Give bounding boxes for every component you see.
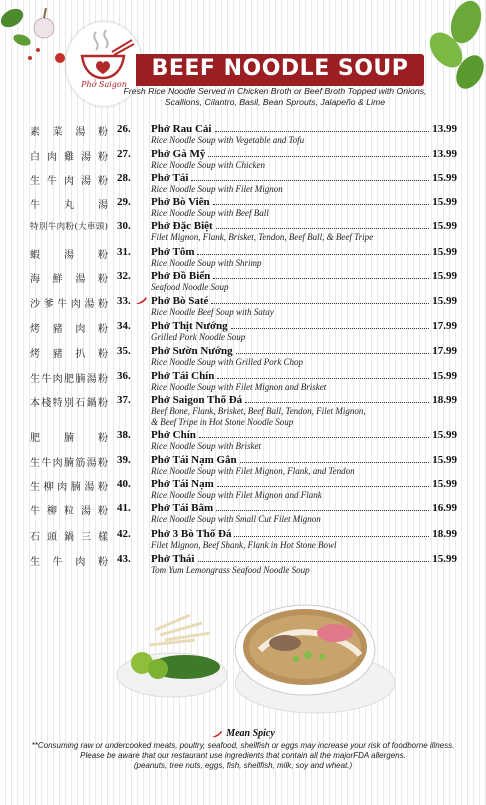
item-chinese-name: 烤豬扒粉 xyxy=(30,349,108,360)
item-name: Phở Gà Mỹ xyxy=(151,148,206,160)
disclaimer-line: **Consuming raw or undercooked meats, poultry, seafood, shellfish or eggs may increase your risk of foodborne illness. xyxy=(31,741,455,750)
item-description xyxy=(151,466,451,477)
item-number: 36. xyxy=(117,370,131,382)
item-chinese-name: 生柳肉腩湯粉 xyxy=(30,482,108,493)
item-price: 15.99 xyxy=(432,246,457,258)
item-description xyxy=(151,490,451,501)
page-subtitle xyxy=(120,86,430,108)
item-description xyxy=(151,282,451,293)
item-name: Phở Đồ Biển xyxy=(151,270,211,282)
item-chinese-name: 沙爹牛肉湯粉 xyxy=(30,299,108,310)
description-line: Rice Noodle Soup with Filet Mignon and Brisket xyxy=(151,382,327,392)
item-price: 15.99 xyxy=(432,172,457,184)
item-chinese-name: 石頭鍋三樣 xyxy=(30,532,108,543)
item-name: Phở Thái xyxy=(151,553,195,565)
subtitle-line: Scallions, Cilantro, Basil, Bean Sprouts, Jalapeño & Lime xyxy=(164,97,386,107)
spicy-legend xyxy=(0,728,486,739)
item-chinese-name: 白肉雞湯粉 xyxy=(30,152,108,163)
item-number: 27. xyxy=(117,148,131,160)
description-line: Tom Yum Lemongrass Seafood Noodle Soup xyxy=(151,565,310,575)
item-number: 34. xyxy=(117,320,131,332)
item-name: Phở Saigon Thố Đá xyxy=(151,394,243,406)
allergen-disclaimer xyxy=(10,741,476,771)
item-chinese-name: 肥腩粉 xyxy=(30,433,108,444)
item-description xyxy=(151,441,451,452)
item-description xyxy=(151,332,451,343)
dot-leader xyxy=(217,378,429,379)
item-chinese-name: 牛柳粒湯粉 xyxy=(30,506,108,517)
item-name: Phở Tái Nạm xyxy=(151,478,214,490)
dot-leader xyxy=(198,561,430,562)
pho-bowl-photo xyxy=(110,595,400,720)
item-description xyxy=(151,208,451,219)
dot-leader xyxy=(197,254,429,255)
item-name: Phở Thịt Nướng xyxy=(151,320,228,332)
item-description xyxy=(151,232,451,243)
dot-leader xyxy=(213,278,429,279)
description-line: Beef Bone, Flank, Brisket, Beef Ball, Tendon, Filet Mignon, xyxy=(151,406,366,416)
item-description xyxy=(151,160,451,171)
item-name: Phở Tái xyxy=(151,172,189,184)
title-banner xyxy=(136,54,424,86)
item-number: 32. xyxy=(117,270,131,282)
item-description xyxy=(151,514,451,525)
item-number: 43. xyxy=(117,553,131,565)
dot-leader xyxy=(215,131,430,132)
item-number: 38. xyxy=(117,429,131,441)
item-description xyxy=(151,135,451,146)
item-name: Phở Bò Saté xyxy=(151,295,209,307)
description-line: Rice Noodle Soup with Shrimp xyxy=(151,258,262,268)
item-price: 15.99 xyxy=(432,196,457,208)
dot-leader xyxy=(245,402,429,403)
logo-text: Phở Saigon xyxy=(81,80,127,89)
item-number: 37. xyxy=(117,394,131,406)
description-line: Filet Mignon, Flank, Brisket, Tendon, Beef Ball, & Beef Tripe xyxy=(151,232,374,242)
description-line: Rice Noodle Soup with Vegetable and Tofu xyxy=(151,135,305,145)
item-description xyxy=(151,258,451,269)
disclaimer-line: (peanuts, tree nuts, eggs, fish, shellfish, milk, soy and wheat.) xyxy=(133,761,353,770)
item-chinese-name: 生牛肉湯粉 xyxy=(30,176,108,187)
dot-leader xyxy=(231,328,430,329)
item-description xyxy=(151,565,451,576)
chili-pepper-icon xyxy=(211,730,223,738)
item-price: 15.99 xyxy=(432,429,457,441)
dot-leader xyxy=(240,462,430,463)
item-description xyxy=(151,406,451,428)
item-price: 13.99 xyxy=(432,148,457,160)
item-price: 17.99 xyxy=(432,345,457,357)
item-price: 18.99 xyxy=(432,394,457,406)
item-description xyxy=(151,357,451,368)
page-title: BEEF NOODLE SOUP xyxy=(151,56,409,81)
item-name: Phở Tái Chín xyxy=(151,370,215,382)
dot-leader xyxy=(217,486,430,487)
item-number: 42. xyxy=(117,528,131,540)
item-price: 15.99 xyxy=(432,454,457,466)
item-price: 13.99 xyxy=(432,123,457,135)
item-chinese-name: 蝦湯粉 xyxy=(30,250,108,261)
item-number: 35. xyxy=(117,345,131,357)
item-price: 18.99 xyxy=(432,528,457,540)
item-chinese-name: 特別牛肉粉(大車頭) xyxy=(30,222,108,232)
item-chinese-name: 海鮮湯粉 xyxy=(30,274,108,285)
description-line: Rice Noodle Soup with Brisket xyxy=(151,441,261,451)
item-number: 39. xyxy=(117,454,131,466)
dot-leader xyxy=(208,156,429,157)
disclaimer-line: Please be aware that our restaurant use ingredients that contain all the majorFDA allergens. xyxy=(80,751,406,760)
dot-leader xyxy=(211,303,429,304)
description-line: Rice Noodle Beef Soup with Satay xyxy=(151,307,274,317)
dot-leader xyxy=(236,353,430,354)
item-price: 15.99 xyxy=(432,553,457,565)
item-name: Phở Bò Viên xyxy=(151,196,210,208)
item-price: 17.99 xyxy=(432,320,457,332)
spicy-legend-label: Mean Spicy xyxy=(226,728,275,739)
item-name: Phở Tái Bằm xyxy=(151,502,214,514)
item-name: Phở 3 Bò Thố Đá xyxy=(151,528,232,540)
description-line: Rice Noodle Soup with Chicken xyxy=(151,160,265,170)
description-line: Rice Noodle Soup with Small Cut Filet Mignon xyxy=(151,514,321,524)
item-chinese-name: 生牛肉肥腩湯粉 xyxy=(30,374,108,385)
description-line: Rice Noodle Soup with Filet Mignon and Flank xyxy=(151,490,322,500)
subtitle-line: Fresh Rice Noodle Served in Chicken Broth or Beef Broth Topped with Onions, xyxy=(123,86,427,96)
dot-leader xyxy=(191,180,429,181)
item-name: Phở Tái Nạm Gân xyxy=(151,454,237,466)
item-chinese-name: 生牛肉粉 xyxy=(30,557,108,568)
item-name: Phở Chín xyxy=(151,429,196,441)
item-description xyxy=(151,307,451,318)
item-price: 15.99 xyxy=(432,270,457,282)
basil-leaves-decoration xyxy=(416,0,486,100)
dot-leader xyxy=(234,536,429,537)
item-description xyxy=(151,184,451,195)
item-chinese-name: 素菜湯粉 xyxy=(30,127,108,138)
dot-leader xyxy=(216,228,430,229)
item-price: 15.99 xyxy=(432,220,457,232)
item-number: 26. xyxy=(117,123,131,135)
item-price: 15.99 xyxy=(432,295,457,307)
dot-leader xyxy=(199,437,429,438)
item-chinese-name: 生牛肉腩筋湯粉 xyxy=(30,458,108,469)
description-line: Filet Mignon, Beef Shank, Flank in Hot Stone Bowl xyxy=(151,540,337,550)
item-number: 41. xyxy=(117,502,131,514)
description-line: Grilled Pork Noodle Soup xyxy=(151,332,246,342)
item-price: 15.99 xyxy=(432,370,457,382)
description-line: Rice Noodle Soup with Filet Mignon, Flank, and Tendon xyxy=(151,466,355,476)
item-name: Phở Đặc Biệt xyxy=(151,220,213,232)
item-number: 40. xyxy=(117,478,131,490)
item-number: 33. xyxy=(117,295,131,307)
item-description xyxy=(151,382,451,393)
item-number: 28. xyxy=(117,172,131,184)
item-chinese-name: 本棧特別石鍋粉 xyxy=(30,398,108,409)
item-name: Phở Sườn Nướng xyxy=(151,345,233,357)
item-chinese-name: 烤豬肉粉 xyxy=(30,324,108,335)
description-line: & Beef Tripe in Hot Stone Noodle Soup xyxy=(151,417,294,427)
description-line: Rice Noodle Soup with Beef Ball xyxy=(151,208,269,218)
description-line: Seafood Noodle Soup xyxy=(151,282,229,292)
item-chinese-name: 牛丸湯 xyxy=(30,200,108,211)
description-line: Rice Noodle Soup with Grilled Pork Chop xyxy=(151,357,303,367)
chili-pepper-icon xyxy=(135,296,148,305)
item-number: 31. xyxy=(117,246,131,258)
item-price: 15.99 xyxy=(432,478,457,490)
item-description xyxy=(151,540,451,551)
item-number: 30. xyxy=(117,220,131,232)
item-name: Phở Rau Cải xyxy=(151,123,212,135)
item-price: 16.99 xyxy=(432,502,457,514)
item-name: Phở Tôm xyxy=(151,246,195,258)
description-line: Rice Noodle Soup with Filet Mignon xyxy=(151,184,283,194)
dot-leader xyxy=(213,204,430,205)
item-number: 29. xyxy=(117,196,131,208)
dot-leader xyxy=(216,510,429,511)
